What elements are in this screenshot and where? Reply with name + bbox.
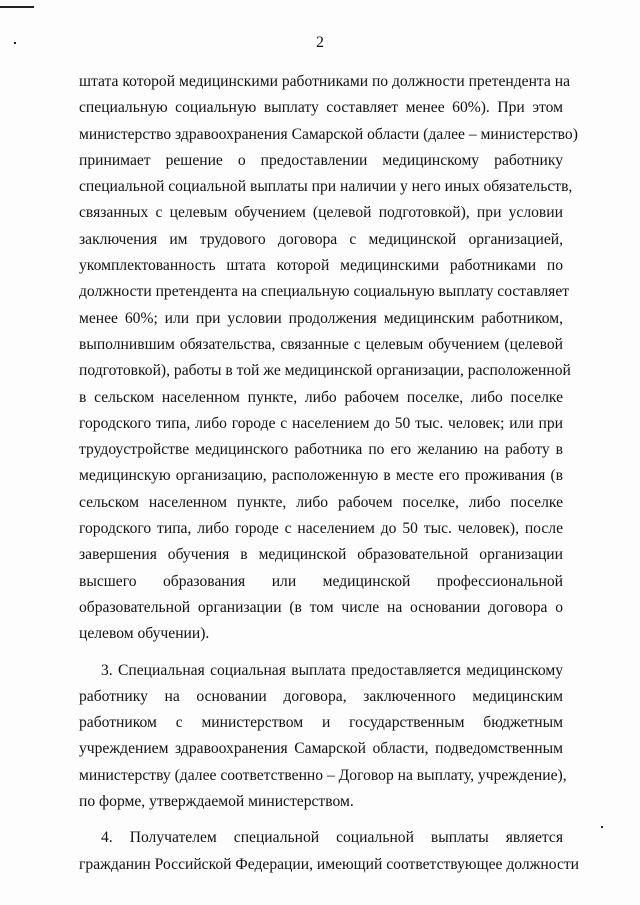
text-line: принимает решение о предоставлении медицинскому работнику: [79, 151, 563, 169]
text-line: связанных с целевым обучением (целевой подготовкой), при условии: [79, 204, 563, 222]
text-line: специальную социальную выплату составляет менее 60%). При этом: [79, 99, 563, 117]
text-line: образовательной организации (в том числе на основании договора о: [79, 598, 563, 616]
text-line: работнику на основании договора, заключенного медицинским: [79, 687, 563, 705]
text-line: городского типа, либо городе с населением до 50 тыс. человек), после: [79, 520, 563, 538]
text-line: заключения им трудового договора с медицинской организацией,: [79, 230, 563, 248]
text-line: целевом обучении).: [79, 625, 210, 643]
text-line: подготовкой), работы в той же медицинской организации, расположенной: [79, 362, 571, 380]
text-line: медицинскую организацию, расположенную в месте его проживания (в: [79, 467, 563, 485]
paragraph: [79, 825, 580, 878]
paragraph-gap: [79, 648, 563, 658]
text-line: выполнившим обязательства, связанные с целевым обучением (целевой: [79, 335, 563, 353]
scan-dot: [601, 826, 603, 828]
text-line: должности претендента на специальную социальную выплату составляет: [79, 283, 570, 301]
text-line: гражданин Российской Федерации, имеющий соответствующее должности: [79, 855, 580, 873]
text-line: сельском населенном пункте, либо рабочем поселке, либо поселке: [79, 493, 563, 511]
text-line: министерству (далее соответственно – Договор на выплату, учреждение),: [79, 766, 567, 784]
scan-mark: [0, 6, 34, 8]
paragraph-gap: [79, 815, 563, 825]
text-line: городского типа, либо городе с населением до 50 тыс. человек; или при: [79, 414, 563, 432]
text-line: штата которой медицинскими работниками по должности претендента на: [79, 73, 571, 90]
text-line: учреждением здравоохранения Самарской области, подведомственным: [79, 740, 563, 758]
text-line: 3. Специальная социальная выплата предоставляется медицинскому: [101, 661, 563, 679]
text-line: работником с министерством и государственным бюджетным: [79, 714, 563, 732]
text-line: трудоустройстве медицинского работника по его желанию на работу в: [79, 441, 563, 459]
text-line: министерство здравоохранения Самарской области (далее – министерство): [79, 125, 578, 143]
text-line: укомплектованность штата которой медицинскими работниками по: [79, 257, 563, 275]
page-number: 2: [316, 34, 324, 51]
text-line: высшего образования или медицинской профессиональной: [79, 572, 563, 590]
document-body: [79, 69, 580, 878]
text-line: по форме, утверждаемой министерством.: [79, 793, 354, 811]
text-line: в сельском населенном пункте, либо рабочем поселке, либо поселке: [79, 388, 563, 406]
paragraph: [79, 658, 567, 816]
text-line: специальной социальной выплаты при наличии у него иных обязательств,: [79, 178, 573, 196]
text-line: завершения обучения в медицинской образовательной организации: [79, 546, 563, 564]
paragraph: [79, 69, 578, 648]
text-line: 4. Получателем специальной социальной выплаты является: [101, 829, 563, 847]
text-line: менее 60%; или при условии продолжения медицинским работником,: [79, 309, 563, 327]
